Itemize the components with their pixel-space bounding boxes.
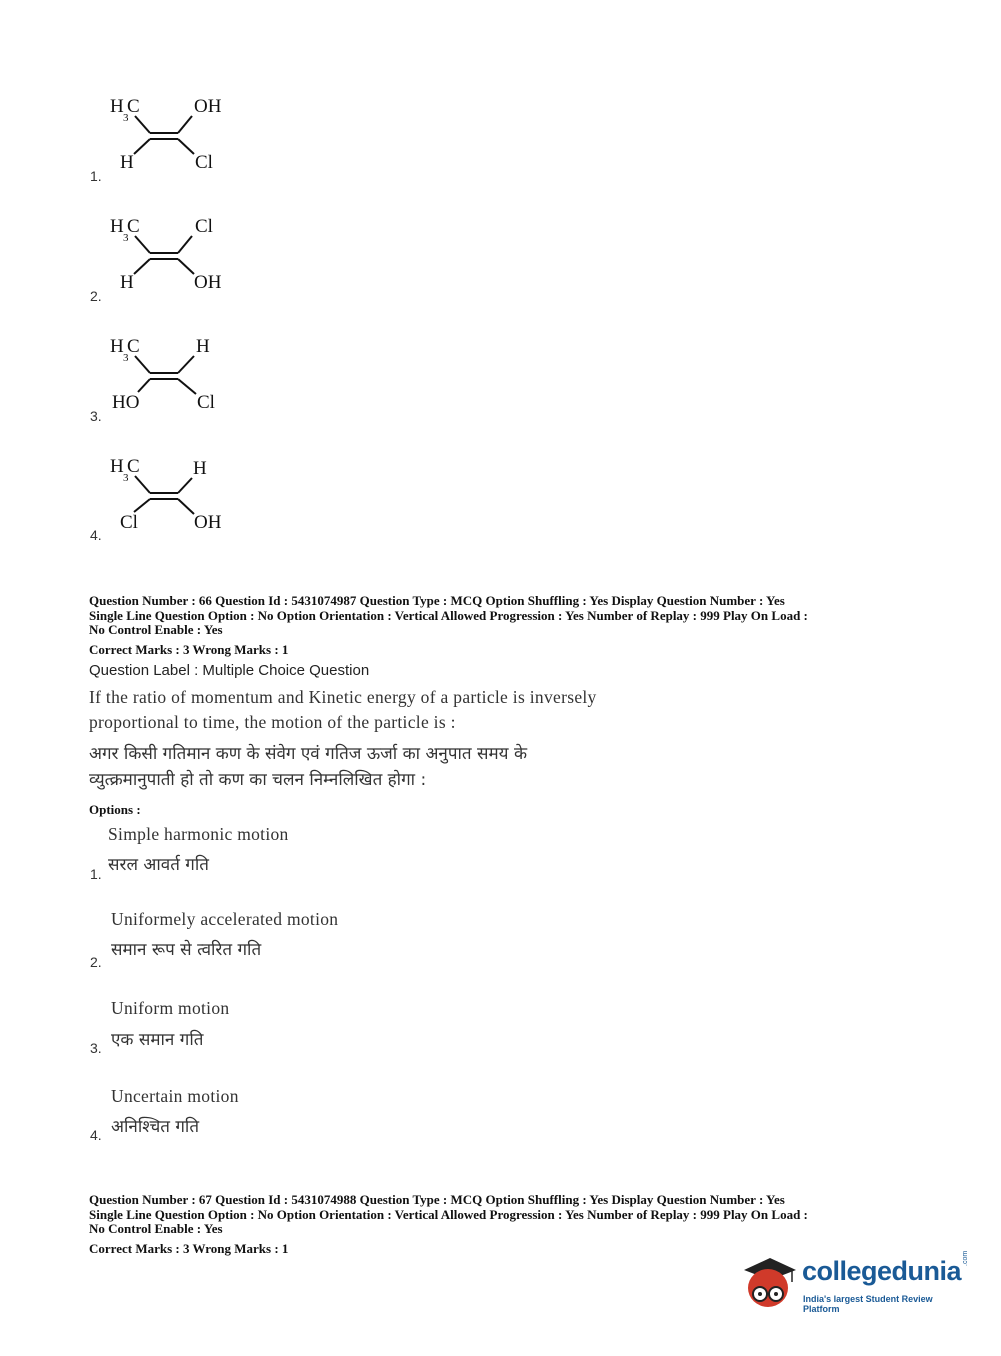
question-67-meta: [89, 1193, 929, 1237]
question-label: Question Label : Multiple Choice Question: [89, 662, 370, 679]
logo-brand: collegedunia: [802, 1256, 962, 1286]
option-text-en: Uniform motion: [111, 998, 230, 1018]
option-text-en: Simple harmonic motion: [108, 824, 289, 844]
struct-bottom-left: H: [120, 152, 134, 173]
meta-line: Single Line Question Option : No Option Orientation : Vertical Allowed Progression : Yes Number of Replay : 999 Play On Load :: [89, 1206, 808, 1222]
struct-top-right: H: [193, 458, 207, 479]
struct-top-left: H: [110, 456, 124, 477]
struct-top-right: OH: [194, 96, 222, 117]
option-number: 2.: [90, 288, 102, 304]
structure-option-2: [100, 208, 240, 313]
struct-bottom-right: OH: [194, 512, 222, 533]
option-text-hi: अनिश्चित गति: [111, 1117, 200, 1137]
collegedunia-logo[interactable]: [740, 1252, 970, 1316]
option-number: 1.: [90, 866, 102, 882]
option-text-en: Uniformely accelerated motion: [111, 909, 339, 929]
struct-top-right: Cl: [195, 216, 213, 237]
question-text-hi-line2: व्युत्क्रमानुपाती हो तो कण का चलन निम्नलिखित होगा :: [89, 770, 427, 790]
question-66-marks: Correct Marks : 3 Wrong Marks : 1: [89, 642, 289, 657]
option-number: 1.: [90, 168, 102, 184]
struct-bottom-right: Cl: [195, 152, 213, 173]
logo-tagline: India's largest Student Review Platform: [803, 1294, 933, 1314]
option-number: 3.: [90, 408, 102, 424]
struct-top-left-c: C: [127, 96, 140, 117]
struct-top-right: H: [196, 336, 210, 357]
struct-top-left: H: [110, 96, 124, 117]
question-text-en-line2: proportional to time, the motion of the particle is :: [89, 712, 456, 732]
meta-line: Question Number : 67 Question Id : 5431074988 Question Type : MCQ Option Shuffling : Yes Display Question Number : Yes: [89, 1192, 785, 1207]
struct-top-left: H: [110, 336, 124, 357]
alkene-structure-3: [100, 328, 240, 428]
option-number: 4.: [90, 527, 102, 543]
question-text-hi-line1: अगर किसी गतिमान कण के संवेग एवं गतिज ऊर्जा का अनुपात समय के: [89, 744, 527, 764]
option-text-hi: समान रूप से त्वरित गति: [111, 940, 262, 960]
meta-line: No Control Enable : Yes: [89, 622, 223, 638]
struct-top-left-c: C: [127, 216, 140, 237]
struct-top-left-c: C: [127, 456, 140, 477]
struct-top-left-sub: 3: [123, 232, 129, 244]
option-number: 3.: [90, 1040, 102, 1056]
options-heading: Options :: [89, 802, 141, 817]
struct-top-left-sub: 3: [123, 112, 129, 124]
structure-option-3: [100, 328, 240, 433]
structure-option-1: [100, 88, 240, 193]
alkene-structure-4: [100, 448, 240, 548]
struct-bottom-left: H: [120, 272, 134, 293]
struct-top-left: H: [110, 216, 124, 237]
struct-bottom-right: OH: [194, 272, 222, 293]
option-text-hi: सरल आवर्त गति: [108, 855, 209, 875]
meta-line: Question Number : 66 Question Id : 5431074987 Question Type : MCQ Option Shuffling : Yes Display Question Number : Yes: [89, 593, 785, 608]
option-number: 2.: [90, 954, 102, 970]
alkene-structure-2: [100, 208, 240, 308]
struct-bottom-right: Cl: [197, 392, 215, 413]
option-text-hi: एक समान गति: [111, 1030, 204, 1050]
question-66-meta: [89, 594, 929, 638]
struct-top-left-c: C: [127, 336, 140, 357]
structure-option-4: [100, 448, 240, 553]
question-text-en-line1: If the ratio of momentum and Kinetic energy of a particle is inversely: [89, 687, 597, 707]
alkene-structure-1: [100, 88, 240, 188]
meta-line: No Control Enable : Yes: [89, 1221, 223, 1237]
question-67-marks: Correct Marks : 3 Wrong Marks : 1: [89, 1241, 289, 1256]
mascot-icon: [740, 1252, 798, 1312]
struct-top-left-sub: 3: [123, 352, 129, 364]
struct-top-left-sub: 3: [123, 472, 129, 484]
option-number: 4.: [90, 1127, 102, 1143]
logo-com: .com: [962, 1250, 969, 1266]
struct-bottom-left: Cl: [120, 512, 138, 533]
struct-bottom-left: HO: [112, 392, 140, 413]
meta-line: Single Line Question Option : No Option Orientation : Vertical Allowed Progression : Yes Number of Replay : 999 Play On Load :: [89, 607, 808, 623]
option-text-en: Uncertain motion: [111, 1086, 239, 1106]
